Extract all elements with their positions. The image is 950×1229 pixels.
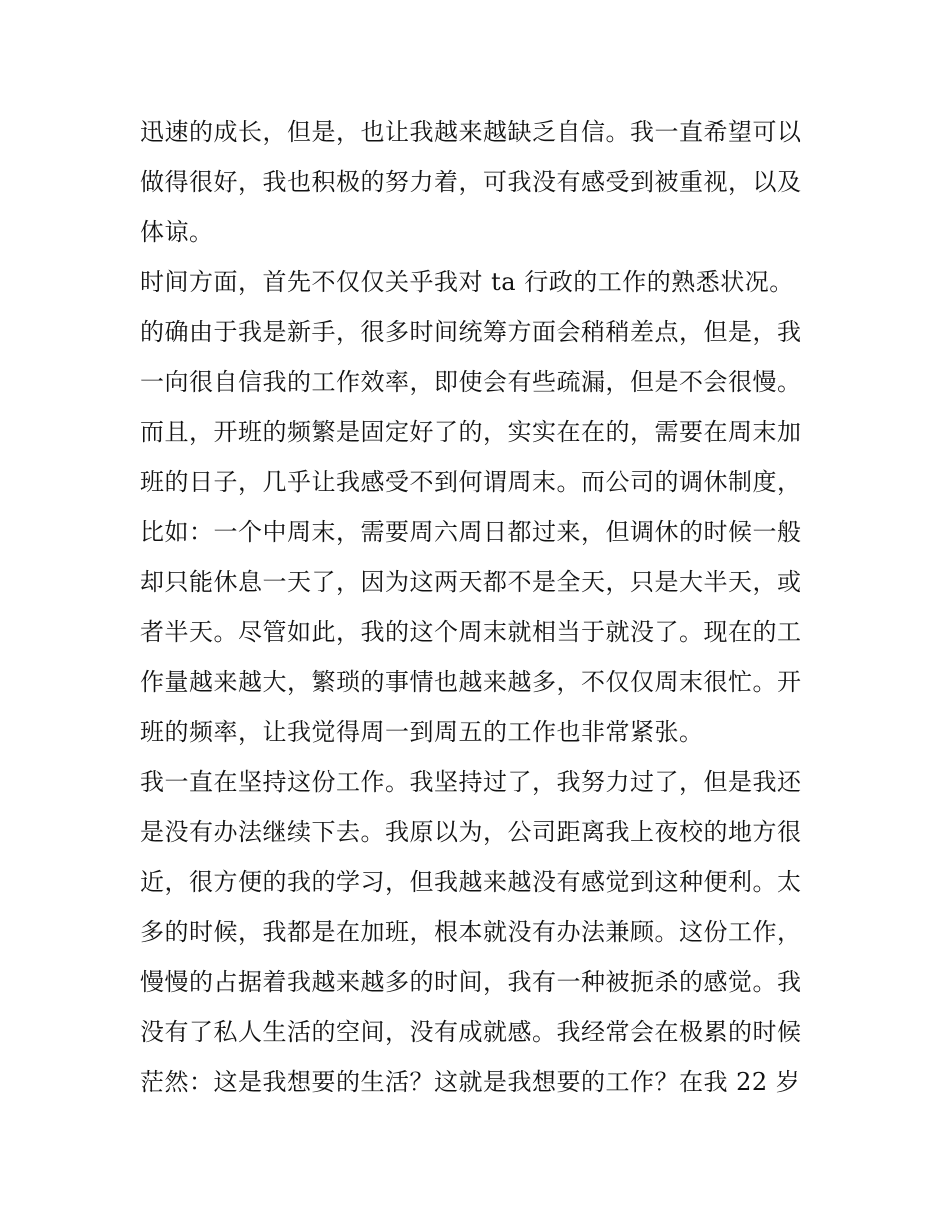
text-line: 班的日子，几乎让我感受不到何谓周末。而公司的调休制度， [140,468,802,496]
text-line: 迅速的成长，但是，也让我越来越缺乏自信。我一直希望可以 [140,118,802,146]
text-line: 慢慢的占据着我越来越多的时间，我有一种被扼杀的感觉。我 [140,968,802,996]
text-line: 却只能休息一天了，因为这两天都不是全天，只是大半天，或 [140,568,802,596]
text-line: 比如：一个中周末，需要周六周日都过来，但调休的时候一般 [140,518,802,546]
text-line: 时间方面，首先不仅仅关乎我对 ta 行政的工作的熟悉状况。 [140,268,794,296]
text-line: 茫然：这是我想要的生活？这就是我想要的工作？在我 22 岁 [140,1068,801,1096]
text-line: 的确由于我是新手，很多时间统筹方面会稍稍差点，但是，我 [140,318,802,346]
text-line: 我一直在坚持这份工作。我坚持过了，我努力过了，但是我还 [140,768,802,796]
text-line: 班的频率，让我觉得周一到周五的工作也非常紧张。 [140,718,704,746]
text-line: 做得很好，我也积极的努力着，可我没有感受到被重视，以及 [140,168,802,196]
text-line: 体谅。 [140,218,214,246]
text-line: 作量越来越大，繁琐的事情也越来越多，不仅仅周末很忙。开 [140,668,802,696]
body-text [140,107,820,1107]
text-line: 而且，开班的频繁是固定好了的，实实在在的，需要在周末加 [140,418,802,446]
text-line: 没有了私人生活的空间，没有成就感。我经常会在极累的时候 [140,1018,802,1046]
text-line: 者半天。尽管如此，我的这个周末就相当于就没了。现在的工 [140,618,802,646]
text-line: 多的时候，我都是在加班，根本就没有办法兼顾。这份工作， [140,918,802,946]
text-line: 一向很自信我的工作效率，即使会有些疏漏，但是不会很慢。 [140,368,802,396]
text-line: 近，很方便的我的学习，但我越来越没有感觉到这种便利。太 [140,868,802,896]
text-line: 是没有办法继续下去。我原以为，公司距离我上夜校的地方很 [140,818,802,846]
